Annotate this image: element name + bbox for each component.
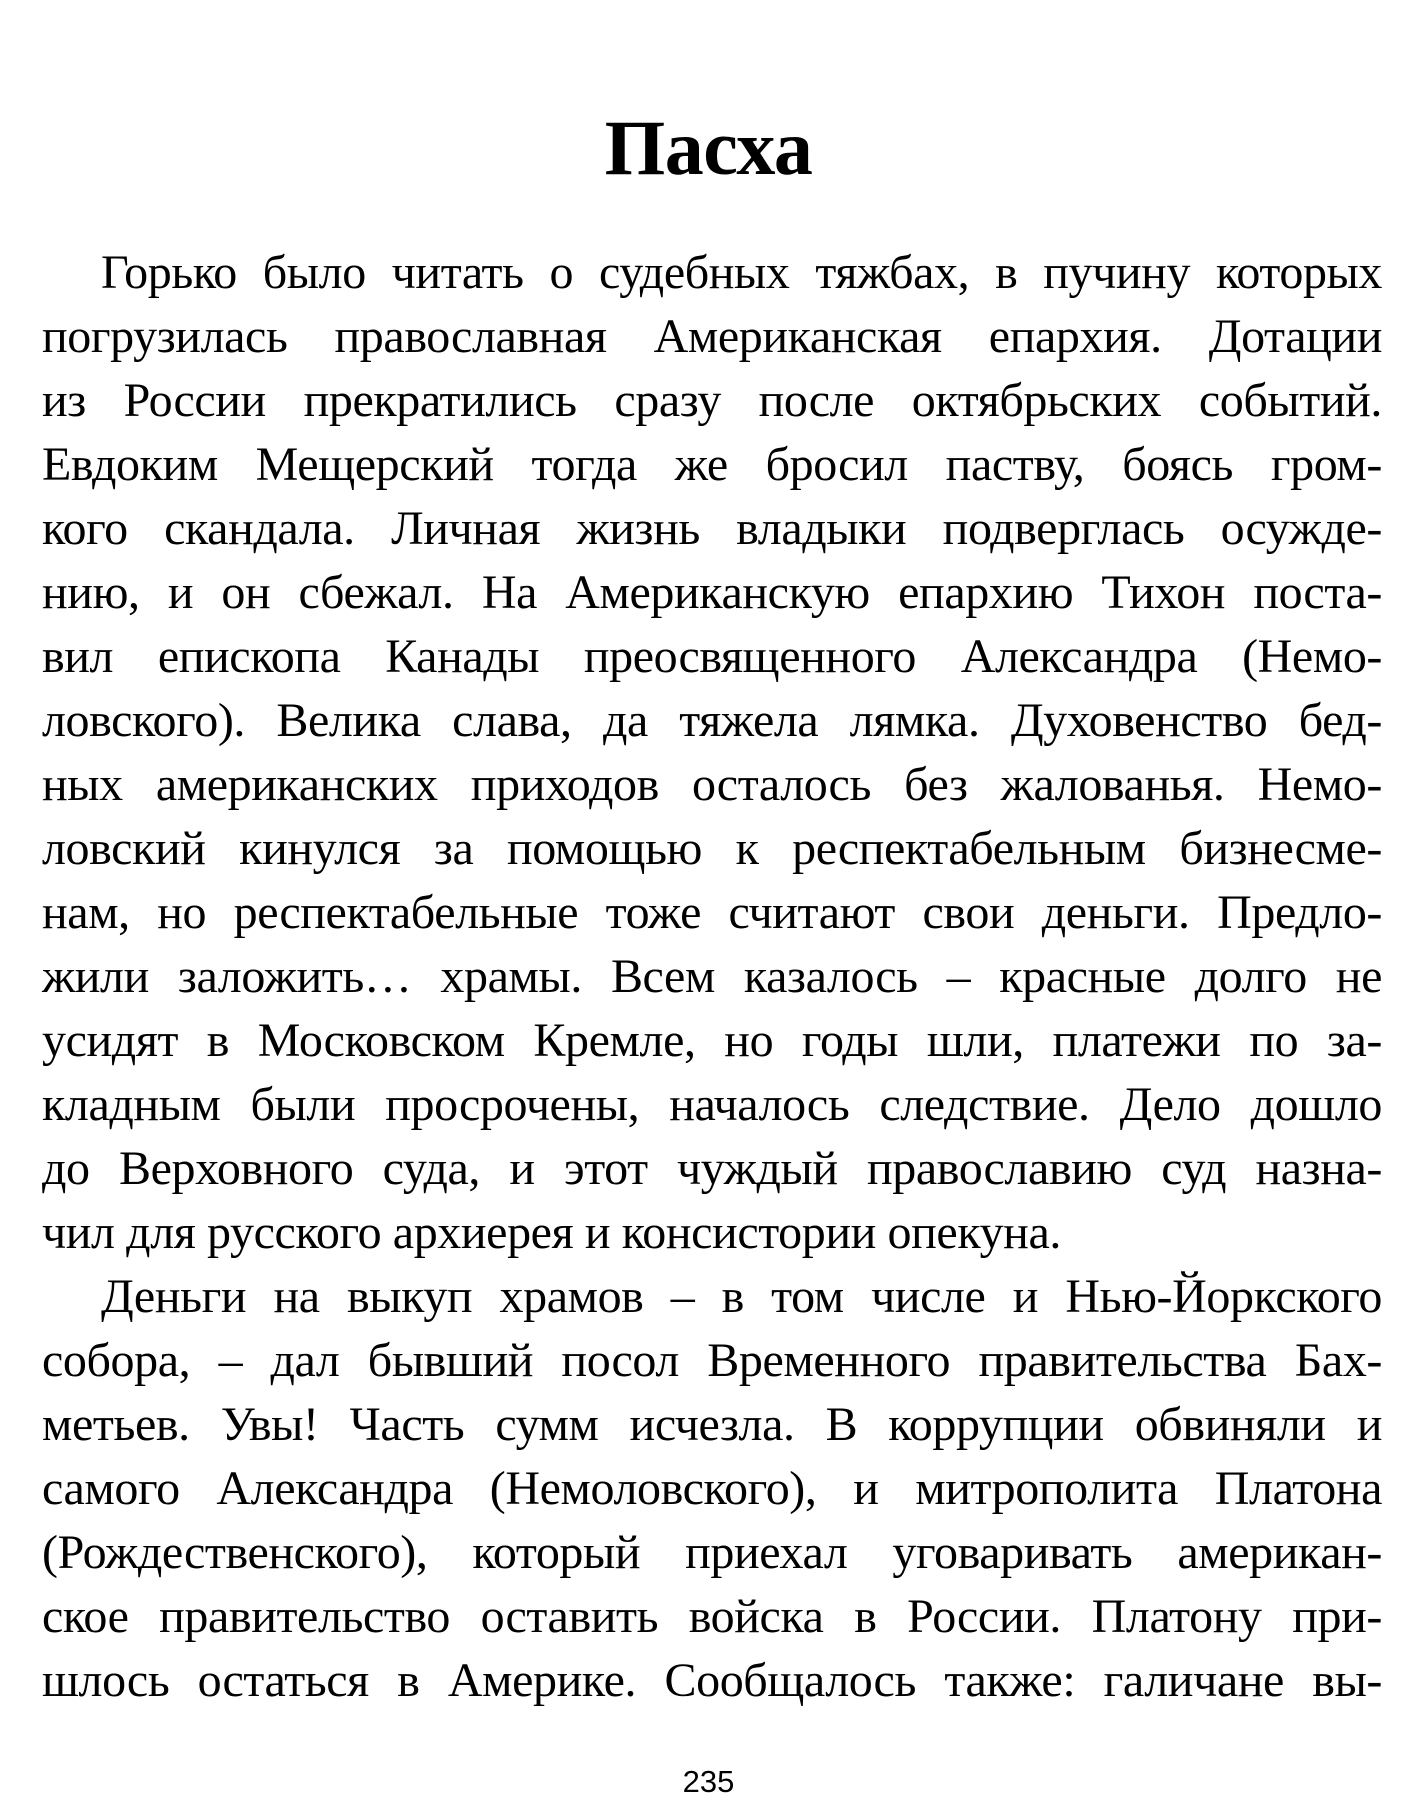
body-text [42, 241, 1382, 1713]
text-line: ское правительство оставить войска в России. Платону при- [42, 1590, 1382, 1643]
text-line: жили заложить… храмы. Всем казалось – красные долго не [42, 950, 1382, 1003]
page-number: 235 [682, 1764, 735, 1799]
text-line: Евдоким Мещерский тогда же бросил паству, боясь гром- [42, 438, 1382, 491]
text-line: ловский кинулся за помощью к респектабельным бизнесме- [42, 822, 1382, 875]
text-line: самого Александра (Немоловского), и митрополита Платона [42, 1462, 1382, 1515]
text-line: Горько было читать о судебных тяжбах, в пучину которых [101, 246, 1382, 299]
chapter-title: Пасха [604, 104, 813, 191]
text-line: собора, – дал бывший посол Временного правительства Бах- [42, 1334, 1382, 1387]
text-line: шлось остаться в Америке. Сообщалось также: галичане вы- [42, 1654, 1382, 1707]
text-line: до Верховного суда, и этот чуждый православию суд назна- [42, 1142, 1382, 1195]
text-line: ловского). Велика слава, да тяжела лямка. Духовенство бед- [42, 694, 1382, 747]
text-line: Деньги на выкуп храмов – в том числе и Нью-Йоркского [101, 1270, 1382, 1323]
text-line: чил для русского архиерея и консистории опекуна. [42, 1206, 1061, 1259]
text-line: нию, и он сбежал. На Американскую епархию Тихон поста- [42, 566, 1382, 619]
text-line: метьев. Увы! Часть сумм исчезла. В коррупции обвиняли и [42, 1398, 1382, 1451]
text-line: вил епископа Канады преосвященного Александра (Немо- [42, 630, 1382, 683]
text-line: нам, но респектабельные тоже считают свои деньги. Предло- [42, 886, 1382, 939]
text-line: ных американских приходов осталось без жалованья. Немо- [42, 758, 1382, 811]
text-line: (Рождественского), который приехал уговаривать американ- [42, 1526, 1382, 1579]
text-line: кладным были просрочены, началось следствие. Дело дошло [42, 1078, 1382, 1131]
text-line: кого скандала. Личная жизнь владыки подверглась осужде- [42, 502, 1382, 555]
text-line: усидят в Московском Кремле, но годы шли, платежи по за- [42, 1014, 1382, 1067]
text-line: погрузилась православная Американская епархия. Дотации [42, 310, 1382, 363]
text-line: из России прекратились сразу после октябрьских событий. [42, 374, 1382, 427]
